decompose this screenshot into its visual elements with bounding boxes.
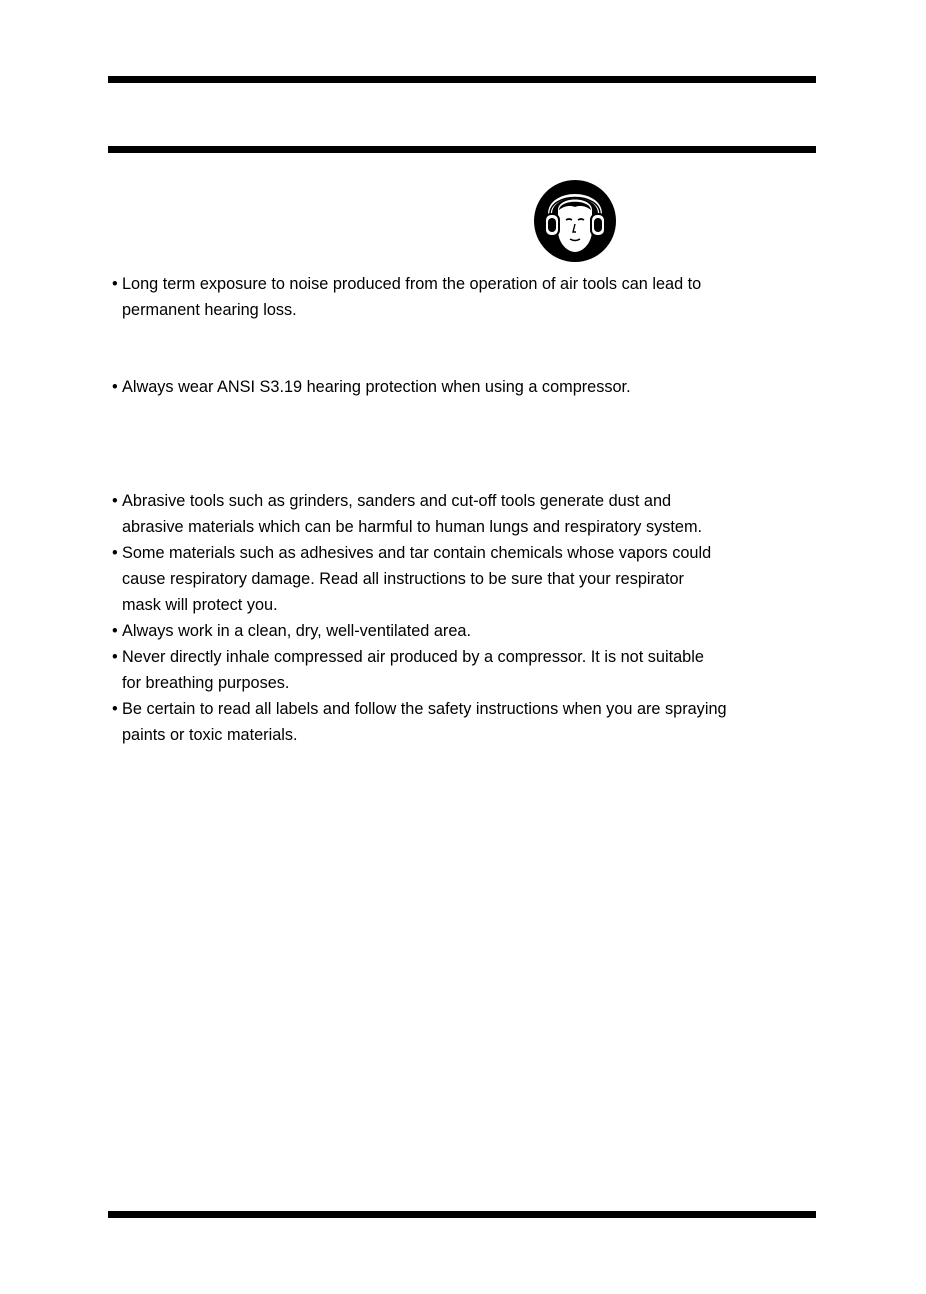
list-item — [112, 271, 822, 323]
header-rule — [108, 146, 816, 153]
bullet-glyph: • — [112, 622, 118, 640]
bullet-glyph: • — [112, 648, 118, 666]
hearing-protection-icon — [534, 180, 616, 262]
bullet-text — [122, 618, 822, 644]
bullet-text — [122, 696, 822, 748]
bullet-glyph: • — [112, 378, 118, 396]
bullet-line: for breathing purposes. — [122, 674, 290, 692]
bullet-line: permanent hearing loss. — [122, 301, 297, 319]
bullet-line: Long term exposure to noise produced from the operation of air tools can lead to — [122, 275, 702, 293]
list-item — [112, 644, 822, 696]
bullet-line: Abrasive tools such as grinders, sanders and cut-off tools generate dust and — [122, 492, 672, 510]
bullet-glyph: • — [112, 275, 118, 293]
bullet-line: Always work in a clean, dry, well-ventilated area. — [122, 622, 471, 640]
list-item — [112, 540, 822, 618]
bullet-line: Some materials such as adhesives and tar contain chemicals whose vapors could — [122, 544, 712, 562]
bullet-text — [122, 488, 822, 540]
bullet-text — [122, 374, 822, 400]
list-item — [112, 696, 822, 748]
list-item — [112, 618, 822, 644]
bullet-line: paints or toxic materials. — [122, 726, 298, 744]
bullet-line: mask will protect you. — [122, 596, 278, 614]
top-rule — [108, 76, 816, 83]
bullet-line: abrasive materials which can be harmful to human lungs and respiratory system. — [122, 518, 703, 536]
bullet-text — [122, 540, 822, 618]
bullet-line: cause respiratory damage. Read all instructions to be sure that your respirator — [122, 570, 684, 588]
bullet-glyph: • — [112, 492, 118, 510]
footer-rule — [108, 1211, 816, 1218]
bullet-line: Always wear ANSI S3.19 hearing protection when using a compressor. — [122, 378, 631, 396]
bullet-line: Never directly inhale compressed air produced by a compressor. It is not suitable — [122, 648, 704, 666]
list-item — [112, 374, 822, 400]
respiratory-bullet-list — [112, 488, 822, 748]
list-item — [112, 488, 822, 540]
bullet-line: Be certain to read all labels and follow the safety instructions when you are spraying — [122, 700, 727, 718]
bullet-text — [122, 644, 822, 696]
hearing-bullet-list-2 — [112, 374, 822, 400]
hearing-bullet-list-1 — [112, 271, 822, 323]
bullet-glyph: • — [112, 700, 118, 718]
bullet-glyph: • — [112, 544, 118, 562]
bullet-text — [122, 271, 822, 323]
